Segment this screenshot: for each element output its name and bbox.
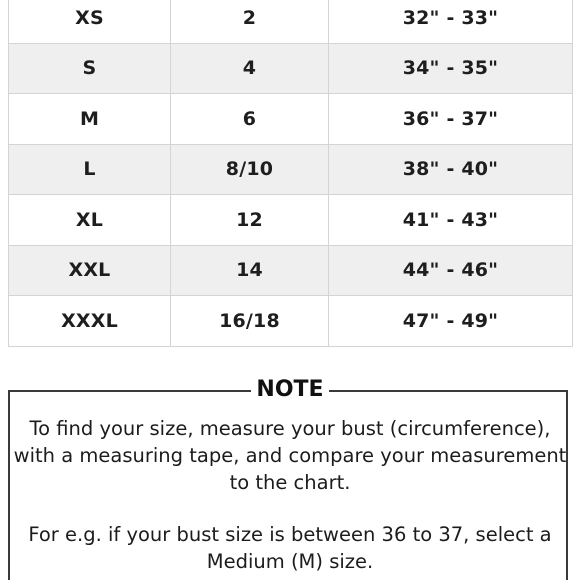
us-size-cell: 6: [171, 94, 329, 145]
note-paragraph-example: For e.g. if your bust size is between 36 to 37, select a Medium (M) size.: [28, 523, 552, 573]
size-cell: XL: [9, 195, 171, 246]
size-cell: XXXL: [9, 296, 171, 347]
note-title: NOTE: [251, 377, 328, 403]
size-cell: L: [9, 144, 171, 195]
size-cell: S: [9, 43, 171, 94]
bust-cell: 44" - 46": [329, 245, 573, 296]
size-chart-table: [8, 0, 573, 347]
bust-cell: 36" - 37": [329, 94, 573, 145]
bust-cell: 38" - 40": [329, 144, 573, 195]
table-row: [9, 0, 573, 43]
size-cell: XS: [9, 0, 171, 43]
bust-cell: 34" - 35": [329, 43, 573, 94]
us-size-cell: 14: [171, 245, 329, 296]
table-row: [9, 94, 573, 145]
us-size-cell: 2: [171, 0, 329, 43]
us-size-cell: 12: [171, 195, 329, 246]
bust-cell: 32" - 33": [329, 0, 573, 43]
table-row: [9, 43, 573, 94]
us-size-cell: 16/18: [171, 296, 329, 347]
bust-cell: 41" - 43": [329, 195, 573, 246]
size-cell: M: [9, 94, 171, 145]
bust-cell: 47" - 49": [329, 296, 573, 347]
table-row: [9, 195, 573, 246]
us-size-cell: 4: [171, 43, 329, 94]
table-row: [9, 144, 573, 195]
table-row: [9, 245, 573, 296]
note-paragraph-instructions: To find your size, measure your bust (circumference), with a measuring tape, and compare your measurement to the chart.: [13, 417, 567, 494]
size-cell: XXL: [9, 245, 171, 296]
us-size-cell: 8/10: [171, 144, 329, 195]
table-row: [9, 296, 573, 347]
